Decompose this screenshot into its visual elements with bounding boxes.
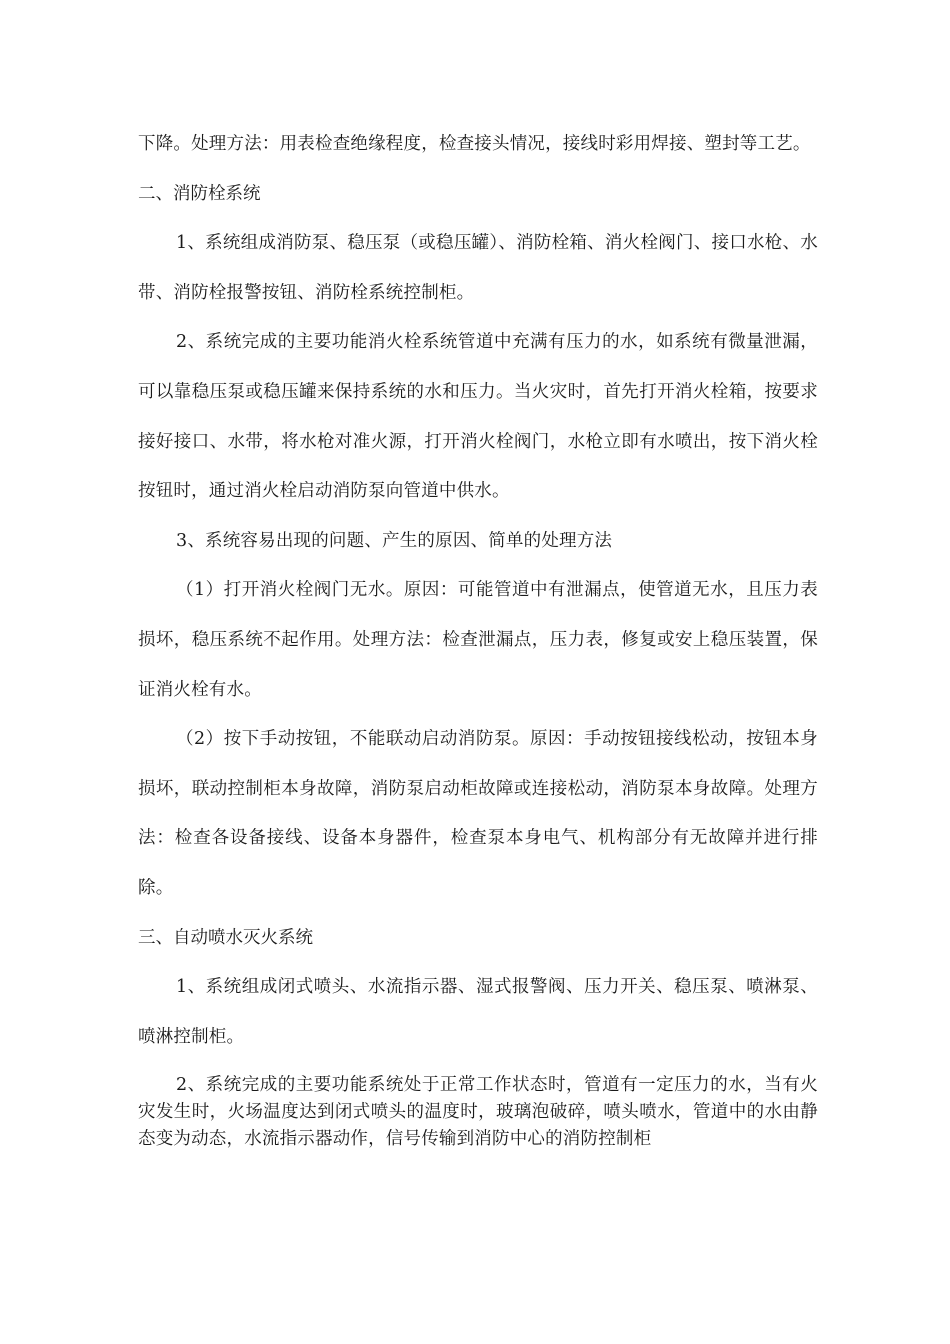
paragraph-hydrant-problems-title: 3、系统容易出现的问题、产生的原因、简单的处理方法: [176, 530, 613, 551]
paragraph-sprinkler-components: 1、系统组成闭式喷头、水流指示器、湿式报警阀、压力开关、稳压泵、喷淋泵、喷淋控制柜。: [138, 977, 818, 1047]
paragraph-hydrant-function: 2、系统完成的主要功能消火栓系统管道中充满有压力的水，如系统有微量泄漏，可以靠稳压泵或稳压罐来保持系统的水和压力。当火灾时，首先打开消火栓箱，按要求接好接口、水带，将水枪对准火源，打开消火栓阀门，水枪立即有水喷出，按下消火栓按钮时，通过消火栓启动消防泵向管道中供水。: [138, 332, 818, 502]
paragraph-insulation-fix: 下降。处理方法：用表检查绝缘程度，检查接头情况，接线时彩用焊接、塑封等工艺。: [138, 134, 811, 154]
paragraph-sprinkler-function: 2、系统完成的主要功能系统处于正常工作状态时，管道有一定压力的水，当有火灾发生时，火场温度达到闭式喷头的温度时，玻璃泡破碎，喷头喷水，管道中的水由静态变为动态，水流指示器动作，信号传输到消防中心的消防控制柜: [138, 1075, 818, 1150]
paragraph-hydrant-problem-1: （1）打开消火栓阀门无水。原因：可能管道中有泄漏点，使管道无水，且压力表损坏，稳压系统不起作用。处理方法：检查泄漏点，压力表，修复或安上稳压装置，保证消火栓有水。: [138, 580, 818, 700]
document-page: [138, 120, 818, 1153]
heading-sprinkler-system: 三、自动喷水灭火系统: [138, 927, 313, 948]
paragraph-hydrant-components: 1、系统组成消防泵、稳压泵（或稳压罐）、消防栓箱、消火栓阀门、接口水枪、水带、消防栓报警按钮、消防栓系统控制柜。: [138, 233, 818, 303]
paragraph-hydrant-problem-2: （2）按下手动按钮，不能联动启动消防泵。原因：手动按钮接线松动，按钮本身损坏，联动控制柜本身故障，消防泵启动柜故障或连接松动，消防泵本身故障。处理方法：检查各设备接线、设备本身器件，检查泵本身电气、机构部分有无故障并进行排除。: [138, 729, 818, 898]
heading-hydrant-system: 二、消防栓系统: [138, 183, 261, 204]
